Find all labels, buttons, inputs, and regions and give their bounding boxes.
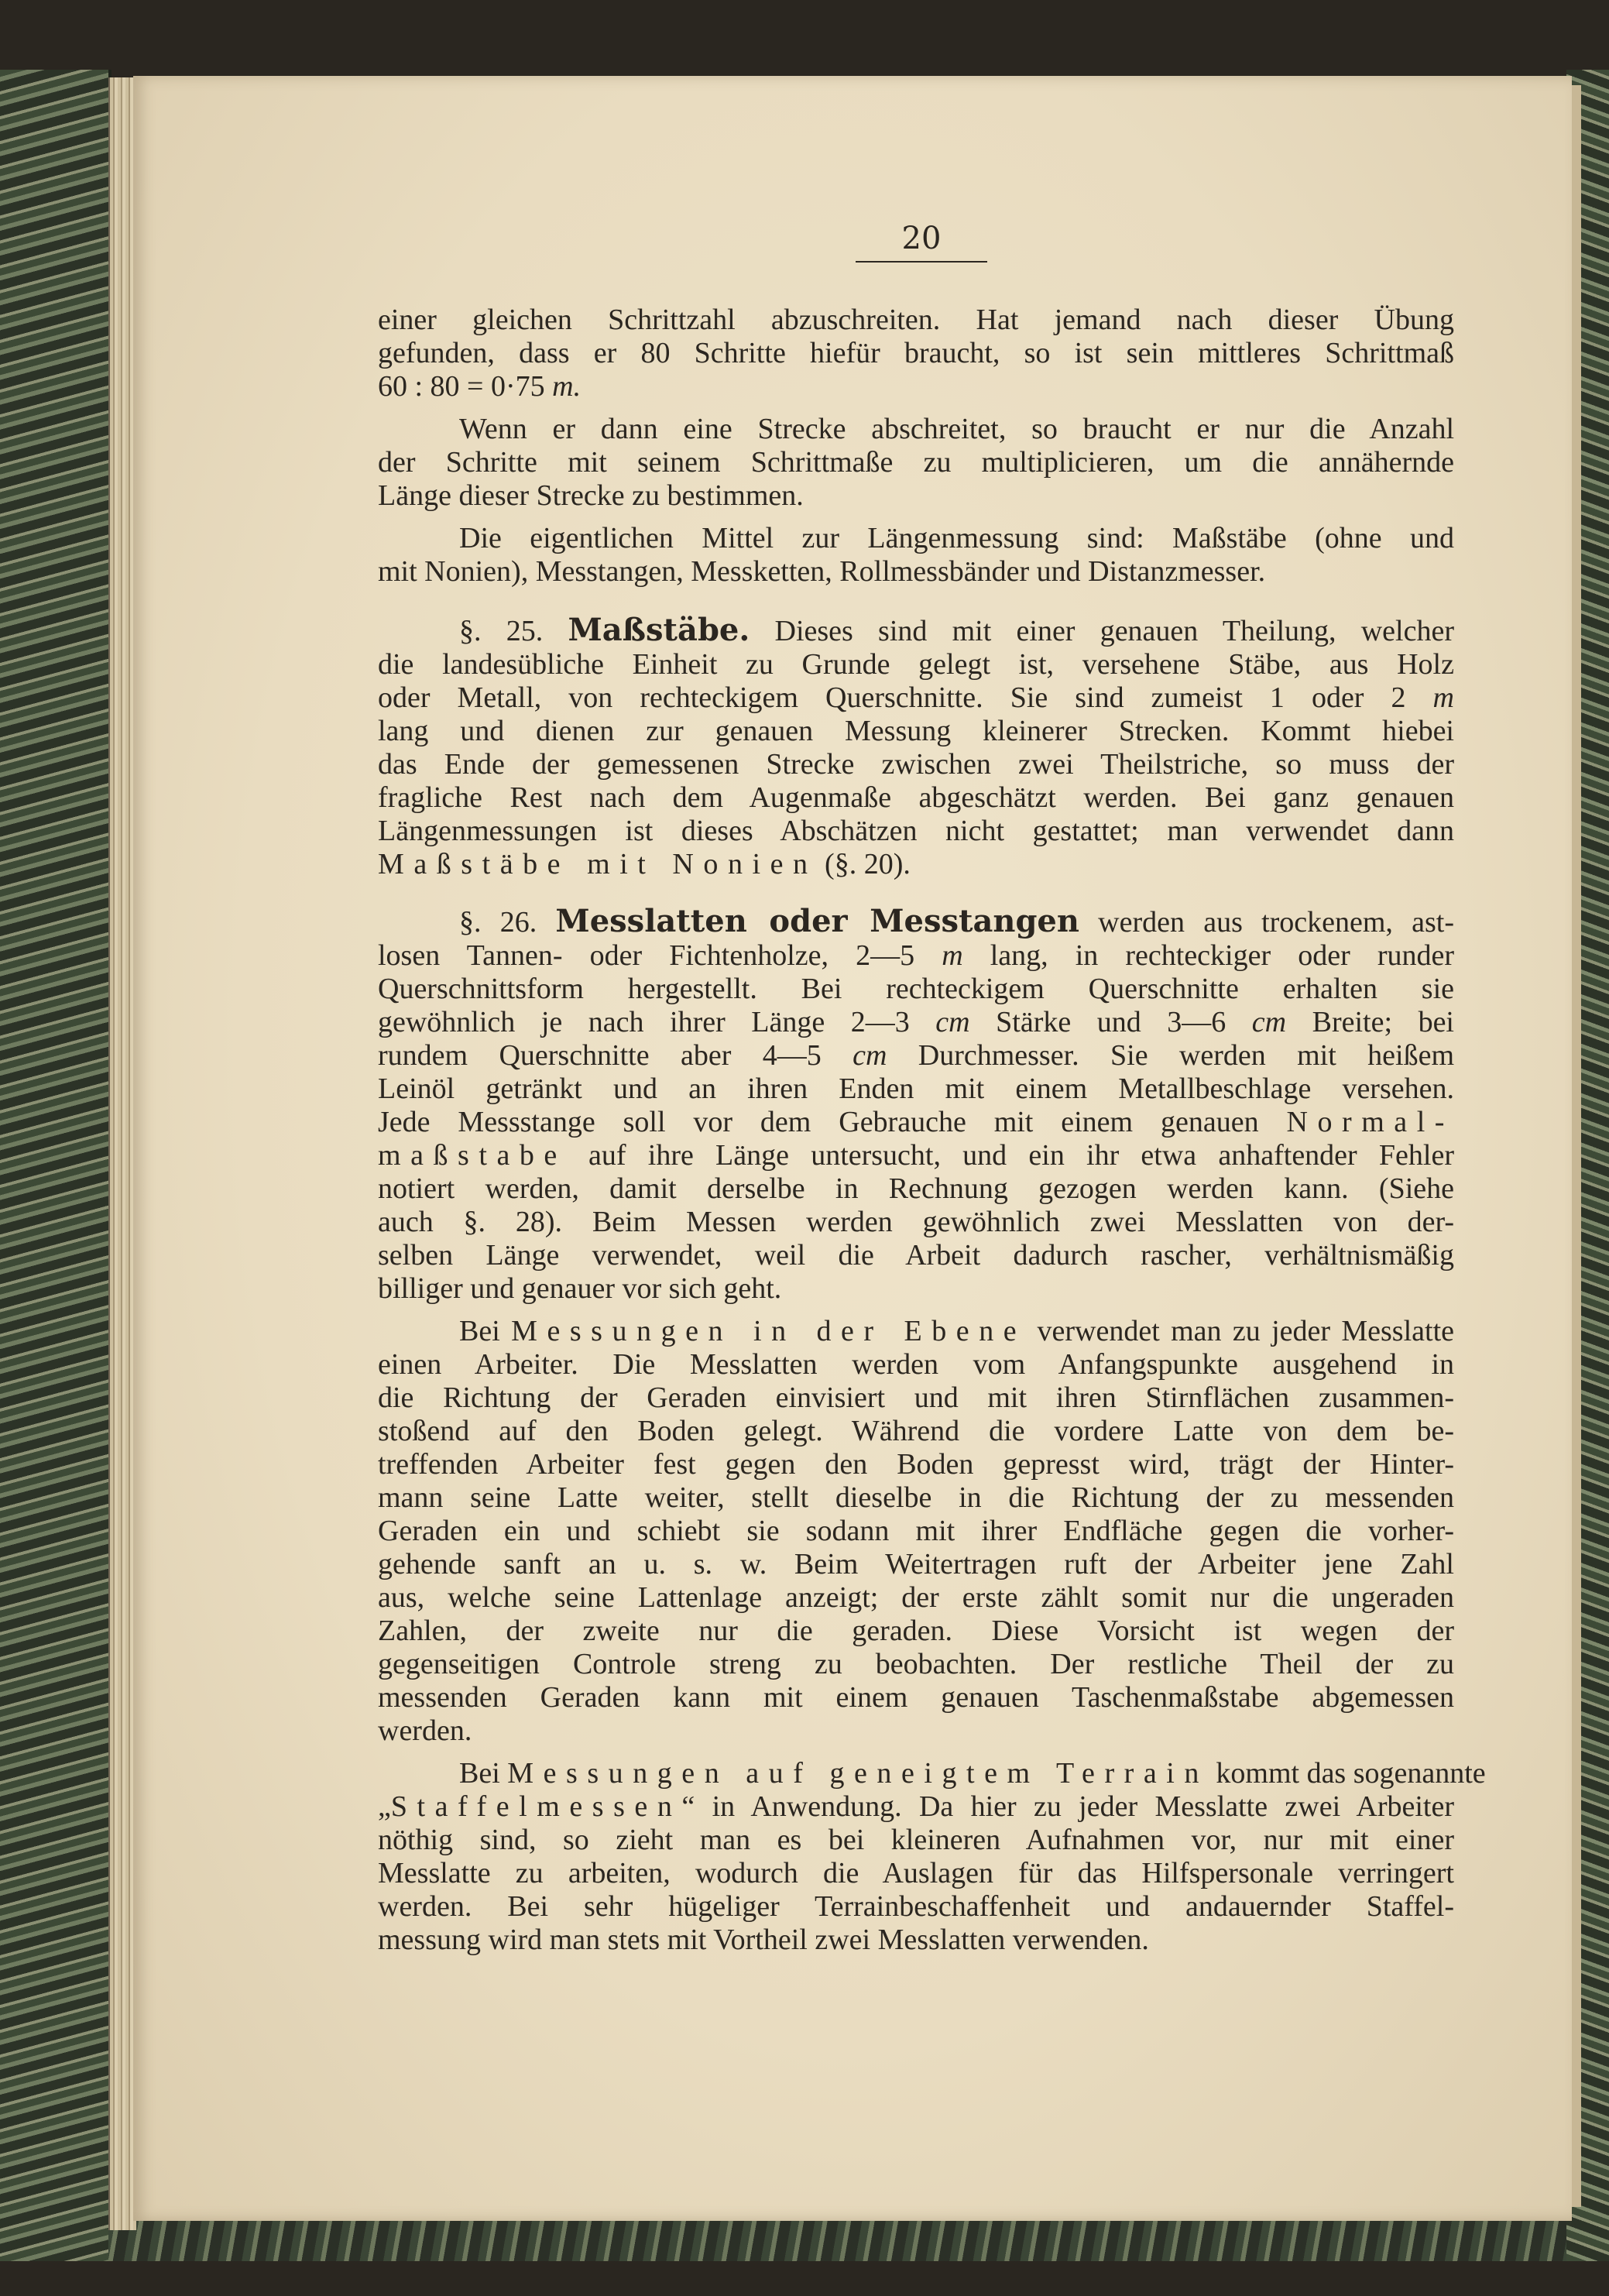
text-line: [378, 1206, 1454, 1239]
text-run: aus, welche seine Lattenlage anzeigt; der erste zählt somit nur die ungeraden: [378, 1581, 1454, 1614]
text-run: Maßstäbe mit Nonien: [378, 848, 818, 880]
text-run: m: [942, 939, 963, 972]
text-line: [378, 1515, 1454, 1548]
text-run: kommt das sogenannte: [1208, 1757, 1486, 1790]
text-run: cm: [853, 1039, 887, 1072]
text-run: maßstabe: [378, 1139, 567, 1172]
text-run: Messungen in der Ebene: [511, 1315, 1027, 1347]
text-run: Wenn er dann eine Strecke abschreitet, so braucht er nur die Anzahl: [459, 413, 1454, 445]
text-run: cm: [935, 1006, 970, 1038]
text-run: Länge dieser Strecke zu bestimmen.: [378, 479, 804, 512]
text-line: [378, 1924, 1454, 1957]
text-line: [378, 1790, 1454, 1824]
text-line: [378, 1139, 1454, 1172]
text-run: gehende sanft an u. s. w. Beim Weitertragen ruft der Arbeiter jene Zahl: [378, 1548, 1454, 1580]
text-line: [378, 1757, 1486, 1790]
text-line: [378, 715, 1454, 748]
text-line: [378, 1415, 1454, 1448]
text-run: lang, in rechteckiger oder runder: [962, 939, 1454, 972]
page-number: 20: [856, 221, 987, 263]
text-line: [378, 1714, 1454, 1748]
text-line: [378, 748, 1454, 781]
page-right-edge: [1572, 85, 1581, 2207]
body-text: [378, 304, 1486, 1957]
text-run: §. 26.: [459, 906, 556, 939]
text-run: lang und dienen zur genauen Messung kleinerer Strecken. Kommt hiebei: [378, 715, 1454, 747]
text-run: Zahlen, der zweite nur die geraden. Diese Vorsicht ist wegen der: [378, 1615, 1454, 1647]
text-line: [378, 413, 1454, 446]
text-run: Die eigentlichen Mittel zur Längenmessung sind: Maßstäbe (ohne und: [459, 522, 1454, 554]
paragraph: [378, 413, 1454, 513]
text-line: [378, 613, 1454, 648]
text-line: [378, 1581, 1454, 1615]
text-line: [378, 1648, 1454, 1681]
text-line: [378, 648, 1454, 681]
text-run: nöthig sind, so zieht man es bei kleineren Aufnahmen vor, nur mit einer: [378, 1824, 1454, 1856]
paragraph: [378, 1757, 1486, 1957]
text-run: billiger und genauer vor sich geht.: [378, 1272, 782, 1305]
text-run: messenden Geraden kann mit einem genauen Taschenmaßstabe abgemessen: [378, 1681, 1454, 1714]
text-run: Normal-: [1286, 1106, 1454, 1138]
text-line: [378, 1681, 1454, 1714]
text-run: auf ihre Länge untersucht, und ein ihr etwa anhaftender Fehler: [566, 1139, 1454, 1172]
text-run: gegenseitigen Controle streng zu beobachten. Der restliche Theil der zu: [378, 1648, 1454, 1680]
text-run: werden. Bei sehr hügeliger Terrainbeschaffenheit und andauernder Staffel-: [378, 1890, 1454, 1923]
paragraph: [378, 304, 1454, 403]
text-run: losen Tannen- oder Fichtenholze, 2—5: [378, 939, 942, 972]
section-heading: Maßstäbe.: [568, 612, 750, 648]
text-run: selben Länge verwendet, weil die Arbeit dadurch rascher, verhältnismäßig: [378, 1239, 1454, 1272]
paragraph: [378, 904, 1454, 1306]
text-run: die Richtung der Geraden einvisiert und mit ihren Stirnflächen zusammen-: [378, 1381, 1454, 1414]
text-run: §. 25.: [459, 615, 568, 647]
text-run: werden.: [378, 1714, 472, 1747]
text-run: Bei: [459, 1315, 512, 1347]
text-line: [378, 815, 1454, 848]
text-run: Messlatte zu arbeiten, wodurch die Auslagen für das Hilfspersonale verringert: [378, 1857, 1454, 1889]
text-line: [378, 1272, 1454, 1306]
text-run: notiert werden, damit derselbe in Rechnung gezogen werden kann. (Siehe: [378, 1172, 1454, 1205]
text-line: [378, 1315, 1454, 1348]
text-line: [378, 1072, 1454, 1106]
text-line: [378, 1106, 1454, 1139]
text-run: 60 : 80 = 0·75: [378, 370, 553, 403]
text-run: (§. 20).: [817, 848, 911, 880]
page-edges: [108, 77, 136, 2230]
text-run: Stärke und 3—6: [969, 1006, 1252, 1038]
text-run: Dieses sind mit einer genauen Theilung, welcher: [750, 615, 1454, 647]
text-run: treffenden Arbeiter fest gegen den Boden gepresst wird, trägt der Hinter-: [378, 1448, 1454, 1481]
text-line: [378, 479, 1454, 513]
text-run: werden aus trockenem, ast-: [1079, 906, 1455, 939]
text-run: m.: [552, 370, 582, 403]
text-run: rundem Querschnitte aber 4—5: [378, 1039, 853, 1072]
text-line: [378, 1039, 1454, 1072]
text-line: [378, 370, 1454, 403]
text-run: fragliche Rest nach dem Augenmaße abgeschätzt werden. Bei ganz genauen: [378, 781, 1454, 814]
text-run: das Ende der gemessenen Strecke zwischen zwei Theilstriche, so muss der: [378, 748, 1454, 781]
text-run: Bei: [459, 1757, 508, 1790]
text-line: [378, 973, 1454, 1006]
text-line: [378, 337, 1454, 370]
text-line: [378, 1348, 1454, 1381]
text-line: [378, 522, 1454, 555]
text-line: [378, 848, 1454, 881]
text-line: [378, 446, 1454, 479]
text-line: [378, 1172, 1454, 1206]
text-line: [378, 1548, 1454, 1581]
marbled-cover-left: [0, 70, 111, 2261]
text-run: mit Nonien), Messtangen, Messketten, Rollmessbänder und Distanzmesser.: [378, 555, 1266, 588]
paragraph: [378, 613, 1454, 881]
text-run: cm: [1251, 1006, 1287, 1038]
text-line: [378, 1857, 1454, 1890]
text-run: einen Arbeiter. Die Messlatten werden vom Anfangspunkte ausgehend in: [378, 1348, 1454, 1381]
text-line: [378, 1006, 1454, 1039]
text-line: [378, 1481, 1454, 1515]
text-line: [378, 904, 1454, 939]
paragraph: [378, 1315, 1454, 1748]
text-run: gewöhnlich je nach ihrer Länge 2—3: [378, 1006, 936, 1038]
text-run: Messungen auf geneigtem Terrain: [507, 1757, 1209, 1790]
text-run: Geraden ein und schiebt sie sodann mit ihrer Endfläche gegen die vorher-: [378, 1515, 1454, 1547]
text-line: [378, 939, 1454, 973]
text-run: „: [378, 1790, 391, 1823]
text-line: [378, 555, 1454, 589]
text-line: [378, 304, 1454, 337]
marbled-cover-bottom: [108, 2215, 1566, 2261]
text-line: [378, 1824, 1454, 1857]
text-run: einer gleichen Schrittzahl abzuschreiten. Hat jemand nach dieser Übung: [378, 304, 1454, 336]
text-run: Breite; bei: [1286, 1006, 1454, 1038]
text-run: die landesübliche Einheit zu Grunde gelegt ist, versehene Stäbe, aus Holz: [378, 648, 1454, 681]
text-run: Jede Messstange soll vor dem Gebrauche mit einem genauen: [378, 1106, 1287, 1138]
text-run: der Schritte mit seinem Schrittmaße zu multiplicieren, um die annähernde: [378, 446, 1454, 479]
text-line: [378, 781, 1454, 815]
text-line: [378, 1448, 1454, 1481]
text-line: [378, 1890, 1454, 1924]
text-run: gefunden, dass er 80 Schritte hiefür braucht, so ist sein mittleres Schrittmaß: [378, 337, 1454, 369]
text-line: [378, 1615, 1454, 1648]
text-run: messung wird man stets mit Vortheil zwei Messlatten verwenden.: [378, 1924, 1149, 1956]
text-run: Querschnittsform hergestellt. Bei rechteckigem Querschnitte erhalten sie: [378, 973, 1454, 1005]
text-run: verwendet man zu jeder Messlatte: [1026, 1315, 1454, 1347]
text-run: stoßend auf den Boden gelegt. Während die vordere Latte von dem be-: [378, 1415, 1454, 1447]
text-line: [378, 681, 1454, 715]
text-run: oder Metall, von rechteckigem Querschnitte. Sie sind zumeist 1 oder 2: [378, 681, 1433, 714]
text-run: mann seine Latte weiter, stellt dieselbe in die Richtung der zu messenden: [378, 1481, 1454, 1514]
text-run: m: [1432, 681, 1454, 714]
text-run: “ in Anwendung. Da hier zu jeder Messlatte zwei Arbeiter: [681, 1790, 1454, 1823]
paragraph: [378, 522, 1454, 589]
text-run: Längenmessungen ist dieses Abschätzen nicht gestattet; man verwendet dann: [378, 815, 1454, 847]
text-run: Leinöl getränkt und an ihren Enden mit einem Metallbeschlage versehen.: [378, 1072, 1454, 1105]
text-line: [378, 1239, 1454, 1272]
text-run: Durchmesser. Sie werden mit heißem: [887, 1039, 1454, 1072]
text-run: auch §. 28). Beim Messen werden gewöhnlich zwei Messlatten von der-: [378, 1206, 1454, 1238]
text-line: [378, 1381, 1454, 1415]
text-run: Staffelmessen: [390, 1790, 682, 1823]
section-heading: Messlatten oder Messtangen: [555, 903, 1079, 939]
